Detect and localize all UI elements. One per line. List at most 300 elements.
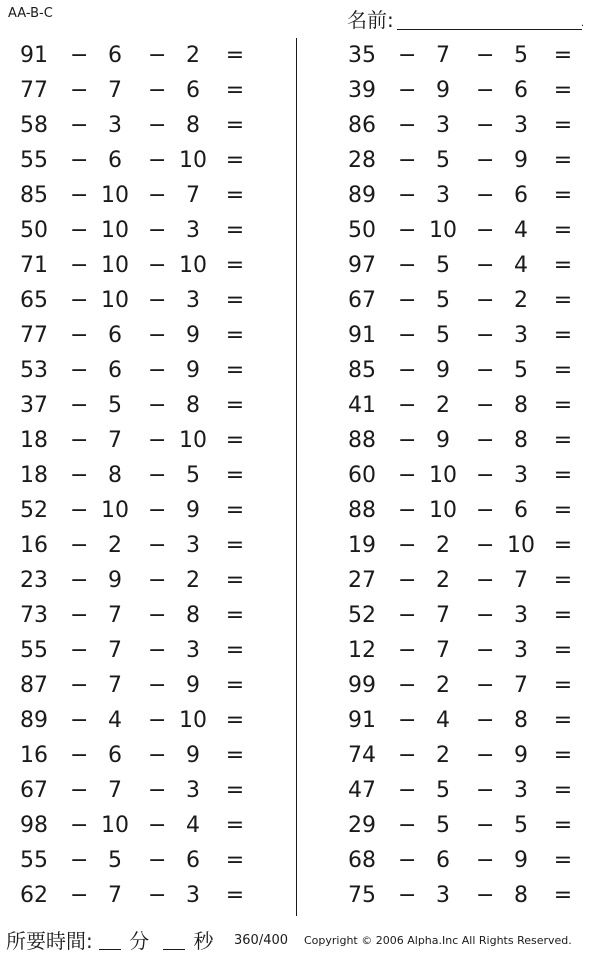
minus-sign: − [70,43,89,68]
problem-row [328,109,588,144]
subtrahend-1: 9 [436,358,450,383]
subtrahend-2: 8 [514,428,528,453]
minus-sign: − [398,883,417,908]
problem-row [328,74,588,109]
minus-sign: − [476,673,495,698]
subtrahend-2: 8 [186,113,200,138]
equals-sign: = [553,568,573,593]
minuend: 37 [20,393,48,418]
equals-sign: = [225,148,245,173]
minus-sign: − [70,603,89,628]
time-taken [6,925,221,954]
minus-sign: − [398,533,417,558]
minus-sign: − [70,78,89,103]
minuend: 53 [20,358,48,383]
minuend: 58 [20,113,48,138]
equals-sign: = [553,603,573,628]
equals-sign: = [553,498,573,523]
minus-sign: − [398,218,417,243]
subtrahend-2: 2 [186,568,200,593]
problem-row [0,179,260,214]
minus-sign: − [398,323,417,348]
equals-sign: = [225,358,245,383]
equals-sign: = [225,393,245,418]
minus-sign: − [148,253,167,278]
minus-sign: − [398,253,417,278]
problem-row [0,109,260,144]
minuend: 89 [20,708,48,733]
subtrahend-2: 10 [179,253,207,278]
equals-sign: = [553,43,573,68]
subtrahend-2: 3 [514,113,528,138]
minus-sign: − [148,883,167,908]
minus-sign: − [70,428,89,453]
subtrahend-1: 10 [429,463,457,488]
equals-sign: = [225,498,245,523]
subtrahend-2: 4 [186,813,200,838]
equals-sign: = [553,673,573,698]
subtrahend-1: 2 [108,533,122,558]
subtrahend-2: 5 [514,358,528,383]
subtrahend-1: 2 [436,393,450,418]
minuend: 35 [348,43,376,68]
minus-sign: − [476,638,495,663]
minuend: 91 [348,323,376,348]
minuend: 47 [348,778,376,803]
subtrahend-2: 10 [179,708,207,733]
minus-sign: − [398,778,417,803]
equals-sign: = [225,708,245,733]
minus-sign: − [148,638,167,663]
subtrahend-1: 7 [108,603,122,628]
subtrahend-1: 8 [108,463,122,488]
minuend: 39 [348,78,376,103]
subtrahend-2: 5 [186,463,200,488]
subtrahend-1: 7 [436,638,450,663]
problem-row [328,494,588,529]
seconds-blank[interactable] [163,931,185,950]
minuend: 67 [20,778,48,803]
minus-sign: − [398,813,417,838]
equals-sign: = [553,848,573,873]
subtrahend-1: 10 [101,813,129,838]
problem-row [328,844,588,879]
minus-sign: − [148,358,167,383]
subtrahend-1: 3 [436,113,450,138]
minus-sign: − [70,638,89,663]
equals-sign: = [225,113,245,138]
subtrahend-1: 2 [436,568,450,593]
equals-sign: = [553,323,573,348]
minuend: 18 [20,428,48,453]
equals-sign: = [225,428,245,453]
subtrahend-2: 8 [186,393,200,418]
minus-sign: − [398,393,417,418]
subtrahend-2: 5 [514,43,528,68]
subtrahend-1: 5 [436,778,450,803]
subtrahend-2: 9 [514,848,528,873]
minus-sign: − [148,813,167,838]
minuend: 29 [348,813,376,838]
minus-sign: − [476,813,495,838]
minuend: 91 [20,43,48,68]
minus-sign: − [70,778,89,803]
minus-sign: − [148,148,167,173]
equals-sign: = [553,218,573,243]
minus-sign: − [398,708,417,733]
equals-sign: = [553,813,573,838]
seconds-label: 秒 [193,929,214,953]
subtrahend-1: 7 [108,78,122,103]
minuend: 86 [348,113,376,138]
subtrahend-1: 9 [108,568,122,593]
subtrahend-2: 3 [514,603,528,628]
subtrahend-1: 10 [101,498,129,523]
subtrahend-1: 5 [436,323,450,348]
minus-sign: − [476,498,495,523]
subtrahend-1: 5 [436,148,450,173]
subtrahend-2: 10 [179,428,207,453]
equals-sign: = [225,463,245,488]
minuend: 16 [20,533,48,558]
subtrahend-1: 10 [101,218,129,243]
subtrahend-2: 3 [186,218,200,243]
subtrahend-2: 9 [186,358,200,383]
minus-sign: − [148,603,167,628]
minus-sign: − [70,533,89,558]
minuend: 85 [20,183,48,208]
minus-sign: − [398,603,417,628]
minuend: 23 [20,568,48,593]
problem-row [0,459,260,494]
minuend: 55 [20,638,48,663]
minus-sign: − [70,288,89,313]
problem-row [0,39,260,74]
minus-sign: − [70,113,89,138]
subtrahend-1: 5 [108,848,122,873]
left-problem-column [0,39,260,914]
minus-sign: − [476,358,495,383]
equals-sign: = [225,638,245,663]
equals-sign: = [553,463,573,488]
minus-sign: − [476,148,495,173]
equals-sign: = [553,393,573,418]
problem-row [0,214,260,249]
subtrahend-2: 7 [514,673,528,698]
equals-sign: = [553,253,573,278]
subtrahend-2: 6 [514,78,528,103]
minus-sign: − [398,638,417,663]
equals-sign: = [225,603,245,628]
problem-row [328,599,588,634]
minuend: 73 [20,603,48,628]
subtrahend-1: 10 [101,288,129,313]
copyright: Copyright © 2006 Alpha.Inc All Rights Reserved. [304,934,572,947]
minus-sign: − [476,848,495,873]
problem-row [0,74,260,109]
subtrahend-2: 7 [514,568,528,593]
subtrahend-1: 2 [436,673,450,698]
minus-sign: − [70,183,89,208]
minus-sign: − [476,43,495,68]
minus-sign: − [148,743,167,768]
problem-row [0,494,260,529]
problem-row [0,319,260,354]
problem-row [0,809,260,844]
subtrahend-2: 9 [514,148,528,173]
problem-row [0,249,260,284]
subtrahend-2: 9 [186,498,200,523]
equals-sign: = [553,533,573,558]
problem-row [0,879,260,914]
right-problem-column [328,39,588,914]
minus-sign: − [476,288,495,313]
equals-sign: = [225,778,245,803]
problem-row [0,529,260,564]
subtrahend-2: 7 [186,183,200,208]
minus-sign: − [148,393,167,418]
subtrahend-2: 8 [514,708,528,733]
equals-sign: = [225,183,245,208]
minus-sign: − [398,428,417,453]
minuend: 89 [348,183,376,208]
minus-sign: − [70,498,89,523]
minuend: 50 [348,218,376,243]
minus-sign: − [148,708,167,733]
minus-sign: − [476,113,495,138]
minuend: 27 [348,568,376,593]
problem-row [328,249,588,284]
minuend: 55 [20,148,48,173]
subtrahend-2: 2 [186,43,200,68]
minuend: 28 [348,148,376,173]
equals-sign: = [225,253,245,278]
equals-sign: = [553,148,573,173]
minus-sign: − [476,883,495,908]
subtrahend-1: 10 [429,218,457,243]
subtrahend-1: 4 [108,708,122,733]
subtrahend-1: 6 [108,743,122,768]
minuend: 55 [20,848,48,873]
problem-row [0,144,260,179]
minus-sign: − [398,78,417,103]
subtrahend-1: 5 [436,288,450,313]
minus-sign: − [70,883,89,908]
minuend: 41 [348,393,376,418]
subtrahend-1: 6 [108,323,122,348]
minuend: 77 [20,78,48,103]
subtrahend-1: 3 [108,113,122,138]
problem-row [328,879,588,914]
subtrahend-1: 7 [108,778,122,803]
minus-sign: − [398,498,417,523]
subtrahend-2: 6 [186,848,200,873]
problem-row [328,634,588,669]
problem-row [328,669,588,704]
equals-sign: = [553,183,573,208]
equals-sign: = [553,113,573,138]
equals-sign: = [225,813,245,838]
subtrahend-2: 3 [514,638,528,663]
subtrahend-1: 6 [108,358,122,383]
equals-sign: = [553,743,573,768]
minuend: 50 [20,218,48,243]
equals-sign: = [225,43,245,68]
subtrahend-2: 6 [514,183,528,208]
problem-row [328,809,588,844]
minuend: 77 [20,323,48,348]
subtrahend-2: 3 [186,638,200,663]
minuend: 91 [348,708,376,733]
problem-row [0,284,260,319]
problem-row [0,564,260,599]
minus-sign: − [148,183,167,208]
minus-sign: − [476,218,495,243]
subtrahend-1: 7 [436,43,450,68]
equals-sign: = [225,78,245,103]
subtrahend-2: 3 [514,463,528,488]
subtrahend-1: 4 [436,708,450,733]
problem-row [328,774,588,809]
minuend: 19 [348,533,376,558]
minuend: 67 [348,288,376,313]
problem-row [328,354,588,389]
equals-sign: = [553,288,573,313]
problem-row [0,704,260,739]
subtrahend-2: 9 [186,743,200,768]
minus-sign: − [70,358,89,383]
subtrahend-2: 3 [514,323,528,348]
minus-sign: − [148,113,167,138]
subtrahend-2: 10 [507,533,535,558]
subtrahend-1: 2 [436,533,450,558]
subtrahend-1: 7 [436,603,450,628]
minus-sign: − [398,43,417,68]
equals-sign: = [225,848,245,873]
name-label: 名前: [347,8,394,32]
subtrahend-2: 3 [514,778,528,803]
name-line-dot: . [580,18,584,29]
minus-sign: − [70,463,89,488]
subtrahend-1: 7 [108,638,122,663]
equals-sign: = [553,78,573,103]
minus-sign: − [476,743,495,768]
minuend: 52 [20,498,48,523]
subtrahend-1: 7 [108,883,122,908]
name-area [347,4,592,30]
minus-sign: − [398,358,417,383]
minus-sign: − [398,673,417,698]
minus-sign: − [148,673,167,698]
problem-row [0,669,260,704]
name-line[interactable] [397,29,582,30]
minuend: 52 [348,603,376,628]
minus-sign: − [476,323,495,348]
minus-sign: − [70,393,89,418]
minus-sign: − [70,148,89,173]
minuend: 85 [348,358,376,383]
minus-sign: − [70,743,89,768]
minus-sign: − [148,848,167,873]
subtrahend-2: 3 [186,533,200,558]
subtrahend-2: 8 [186,603,200,628]
minus-sign: − [476,533,495,558]
minus-sign: − [476,393,495,418]
problem-row [0,739,260,774]
minus-sign: − [398,463,417,488]
minus-sign: − [148,463,167,488]
minus-sign: − [476,78,495,103]
minus-sign: − [148,323,167,348]
minus-sign: − [398,183,417,208]
minuend: 60 [348,463,376,488]
problem-row [328,424,588,459]
subtrahend-1: 6 [108,148,122,173]
minus-sign: − [70,673,89,698]
minus-sign: − [398,288,417,313]
minus-sign: − [148,498,167,523]
minutes-blank[interactable] [99,931,121,950]
equals-sign: = [553,708,573,733]
minus-sign: − [148,288,167,313]
subtrahend-1: 6 [108,43,122,68]
minuend: 16 [20,743,48,768]
minus-sign: − [476,253,495,278]
problem-row [0,424,260,459]
problem-row [0,389,260,424]
minus-sign: − [148,78,167,103]
equals-sign: = [553,638,573,663]
subtrahend-2: 10 [179,148,207,173]
minus-sign: − [476,568,495,593]
problem-row [328,319,588,354]
problem-row [328,144,588,179]
minus-sign: − [70,253,89,278]
equals-sign: = [225,218,245,243]
minus-sign: − [398,848,417,873]
subtrahend-2: 2 [514,288,528,313]
subtrahend-2: 8 [514,393,528,418]
minus-sign: − [70,848,89,873]
problem-row [0,634,260,669]
equals-sign: = [553,883,573,908]
subtrahend-1: 3 [436,883,450,908]
subtrahend-2: 6 [186,78,200,103]
minuend: 65 [20,288,48,313]
minuend: 75 [348,883,376,908]
problem-row [328,179,588,214]
minus-sign: − [476,778,495,803]
equals-sign: = [225,533,245,558]
minuend: 88 [348,498,376,523]
minus-sign: − [148,533,167,558]
minuend: 68 [348,848,376,873]
problem-row [328,459,588,494]
subtrahend-1: 7 [108,428,122,453]
minus-sign: − [398,743,417,768]
problem-row [328,284,588,319]
equals-sign: = [553,778,573,803]
problem-row [328,214,588,249]
equals-sign: = [225,883,245,908]
subtrahend-2: 4 [514,253,528,278]
subtrahend-2: 3 [186,288,200,313]
subtrahend-1: 7 [108,673,122,698]
worksheet-code: AA-B-C [8,6,53,21]
problem-row [0,599,260,634]
subtrahend-2: 8 [514,883,528,908]
problem-row [328,739,588,774]
